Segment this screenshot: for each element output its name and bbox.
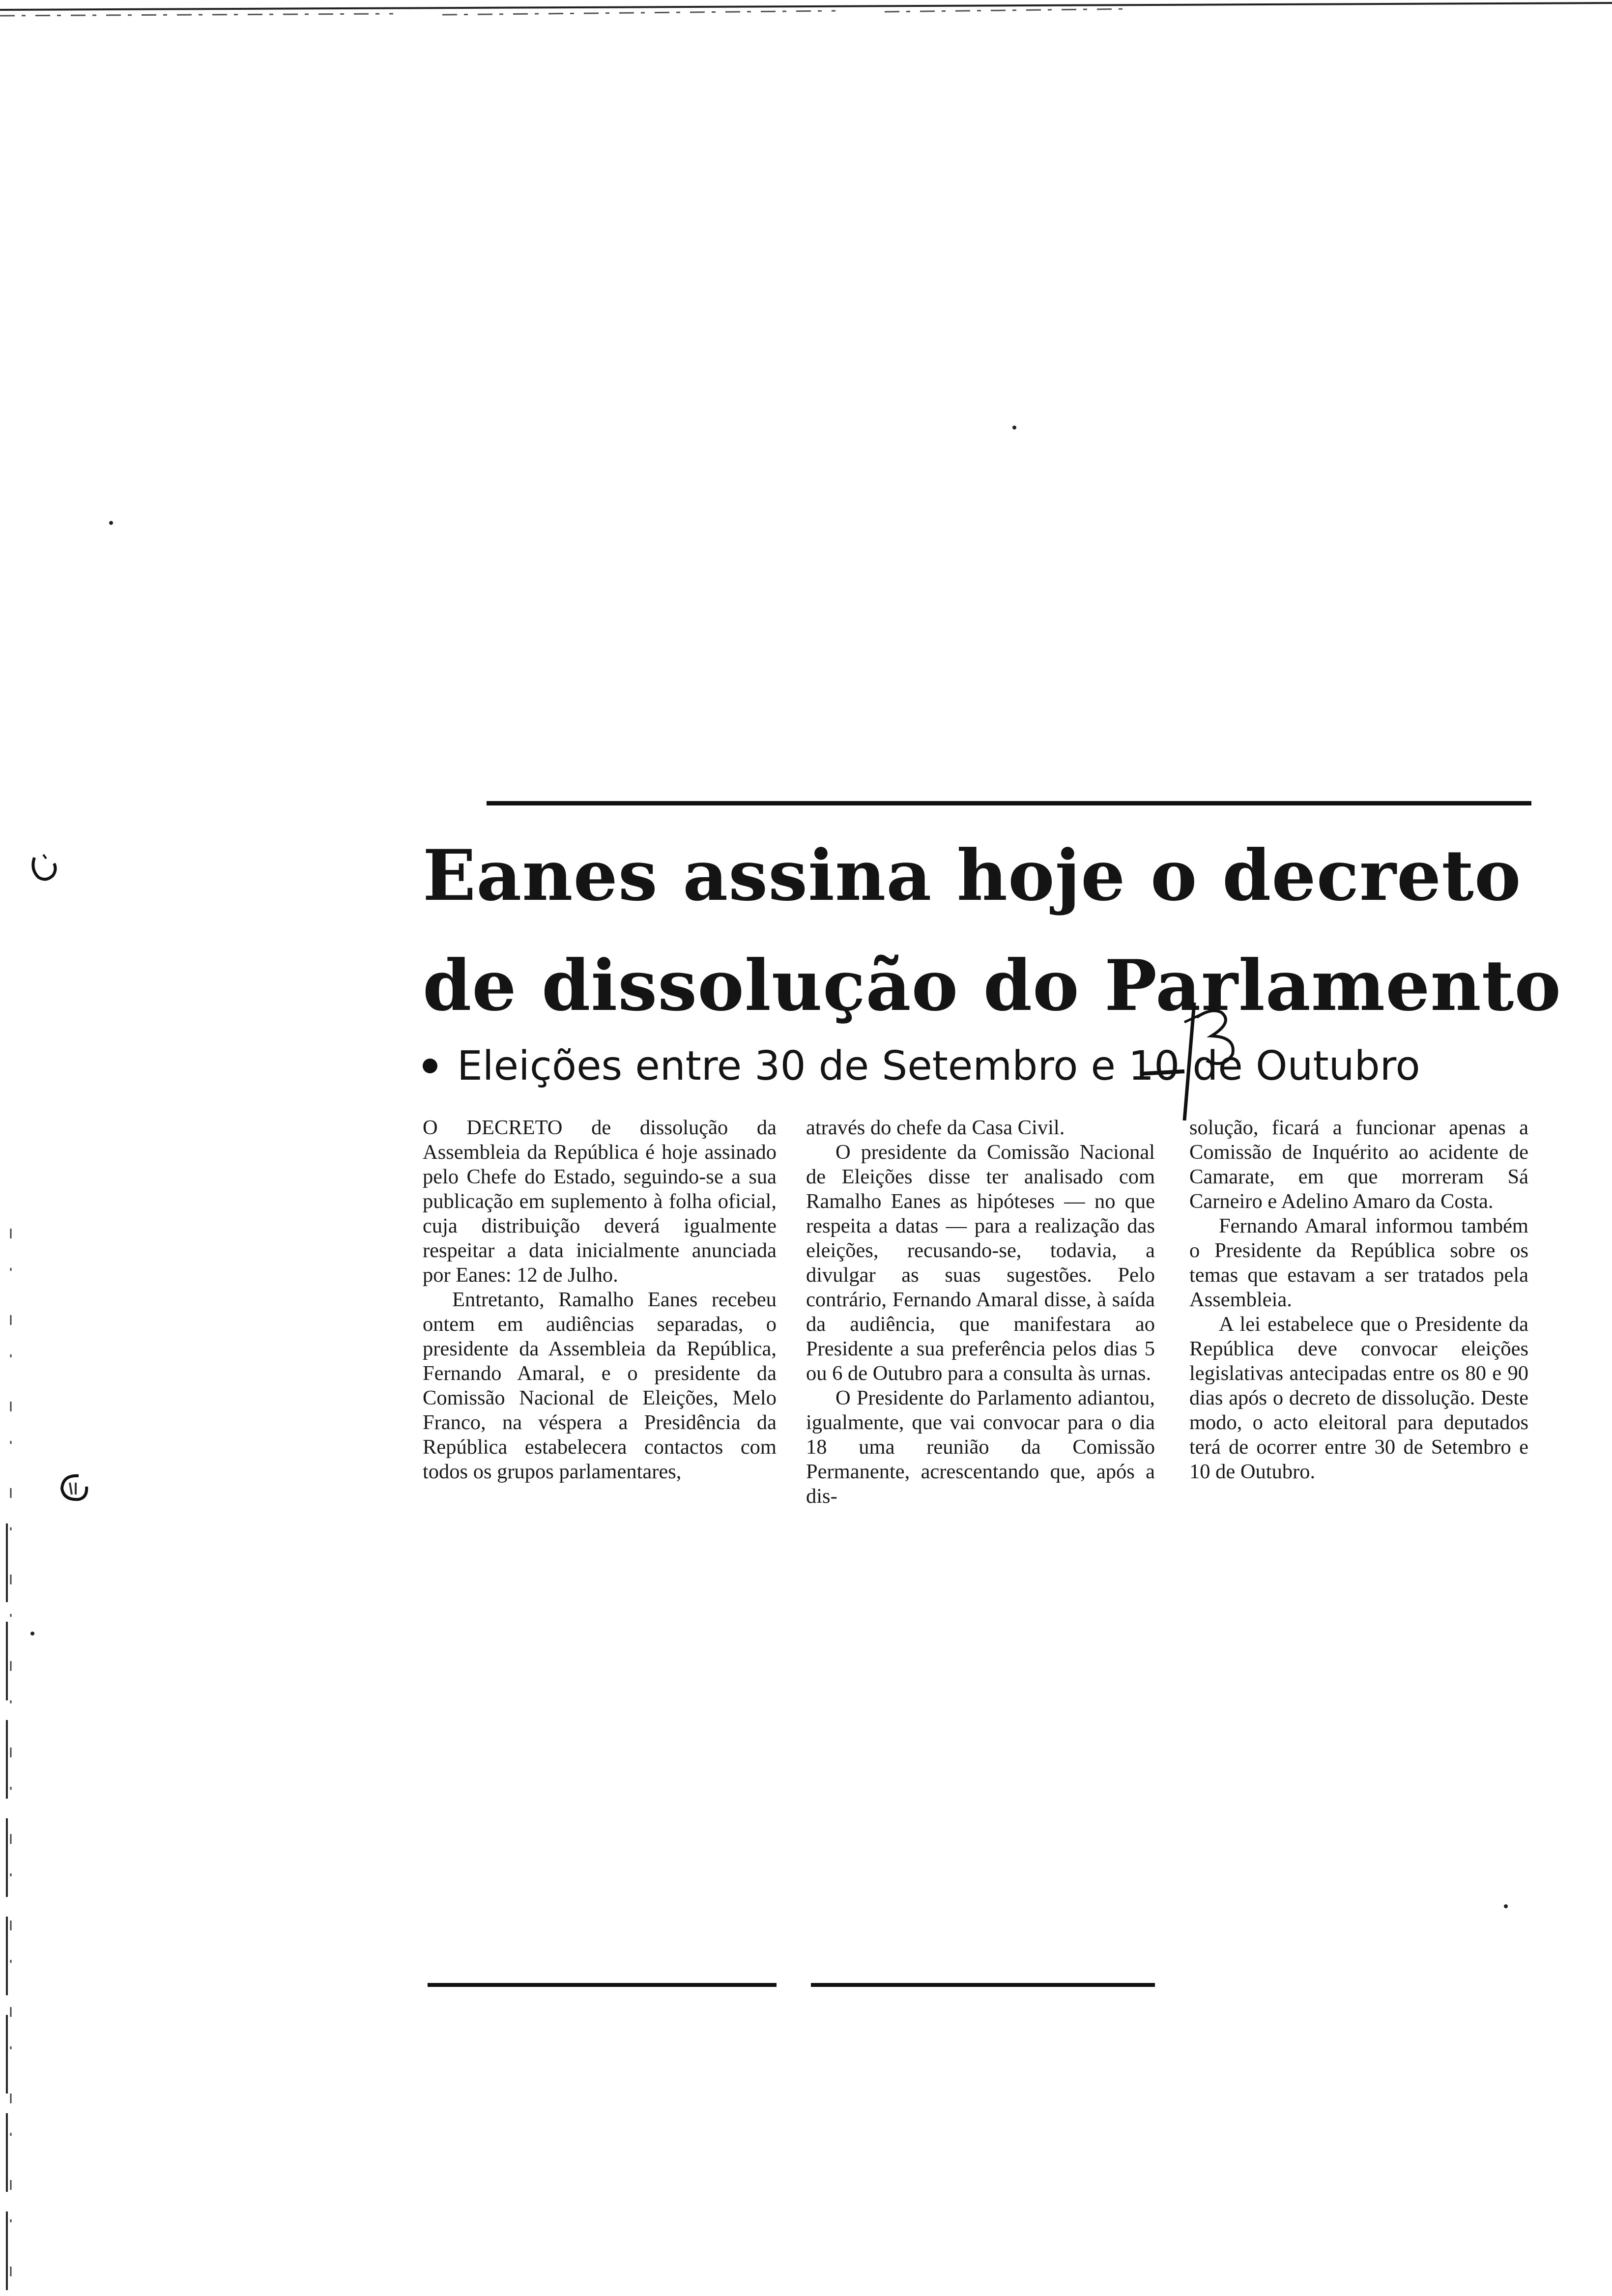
scan-left-edge <box>0 1229 20 2296</box>
article-column-3 <box>1189 1116 1528 1484</box>
article-body <box>423 1116 1533 1656</box>
headline <box>423 821 1562 1041</box>
scan-speck <box>30 1632 34 1636</box>
paragraph: através do chefe da Casa Civil. <box>806 1116 1065 1139</box>
top-rule <box>487 801 1531 805</box>
punch-hole-icon <box>59 1472 88 1502</box>
headline-line-2: de dissolução do Parlamento <box>423 945 1562 1027</box>
scan-top-edge <box>0 0 1612 20</box>
scan-speck <box>1504 1904 1508 1908</box>
paragraph: solução, ficará a funcionar apenas a Comissão de Inquérito ao acidente de Camarate, em que morreram Sá Carneiro e Adelino Amaro da Costa. <box>1189 1116 1528 1213</box>
paragraph: O DECRETO de dissolução da Assembleia da República é hoje assinado pelo Chefe do Estado, seguindo-se a sua publicação em suplemento à folha oficial, cuja distribuição deverá igualmente respeitar a data inicialmente anunciada por Eanes: 12 de Julho. <box>423 1116 777 1287</box>
subheadline-text: Eleições entre 30 de Setembro e 10 de Outubro <box>457 1043 1420 1090</box>
bottom-rule <box>811 1983 1155 1987</box>
article-column-2 <box>806 1116 1155 1509</box>
handwritten-13-annotation <box>1111 973 1268 1130</box>
subheadline <box>423 1042 1533 1091</box>
paragraph: Entretanto, Ramalho Eanes recebeu ontem em audiências separadas, o presidente da Assembleia da República, Fernando Amaral, e o presidente da Comissão Nacional de Eleições, Melo Franco, na véspera a Presidência da República estabelecera contactos com todos os grupos parlamentares, <box>423 1288 777 1483</box>
paragraph: Fernando Amaral informou também o Presidente da República sobre os temas que estavam a ser tratados pela Assembleia. <box>1189 1214 1528 1311</box>
scan-speck <box>1012 426 1016 430</box>
paragraph: O Presidente do Parlamento adiantou, igualmente, que vai convocar para o dia 18 uma reunião da Comissão Permanente, acrescentando que, após a dis- <box>806 1386 1155 1508</box>
article-column-1 <box>423 1116 777 1484</box>
paragraph: O presidente da Comissão Nacional de Eleições disse ter analisado com Ramalho Eanes as hipóteses — no que respeita a datas — para a realização das eleições, recusando-se, todavia, a divulgar as suas sugestões. Pelo contrário, Fernando Amaral disse, à saída da audiência, que manifestara ao Presidente a sua preferência pelos dias 5 ou 6 de Outubro para a consulta às urnas. <box>806 1141 1155 1385</box>
bottom-rule <box>428 1983 777 1987</box>
punch-hole-icon <box>29 853 59 883</box>
scan-speck <box>109 521 113 525</box>
paragraph: A lei estabelece que o Presidente da República deve convocar eleições legislativas antecipadas entre os 80 e 90 dias após o decreto de dissolução. Deste modo, o acto eleitoral para deputados terá de ocorrer entre 30 de Setembro e 10 de Outubro. <box>1189 1313 1528 1483</box>
headline-line-1: Eanes assina hoje o decreto <box>423 835 1522 917</box>
bullet-dot-icon <box>423 1059 437 1073</box>
